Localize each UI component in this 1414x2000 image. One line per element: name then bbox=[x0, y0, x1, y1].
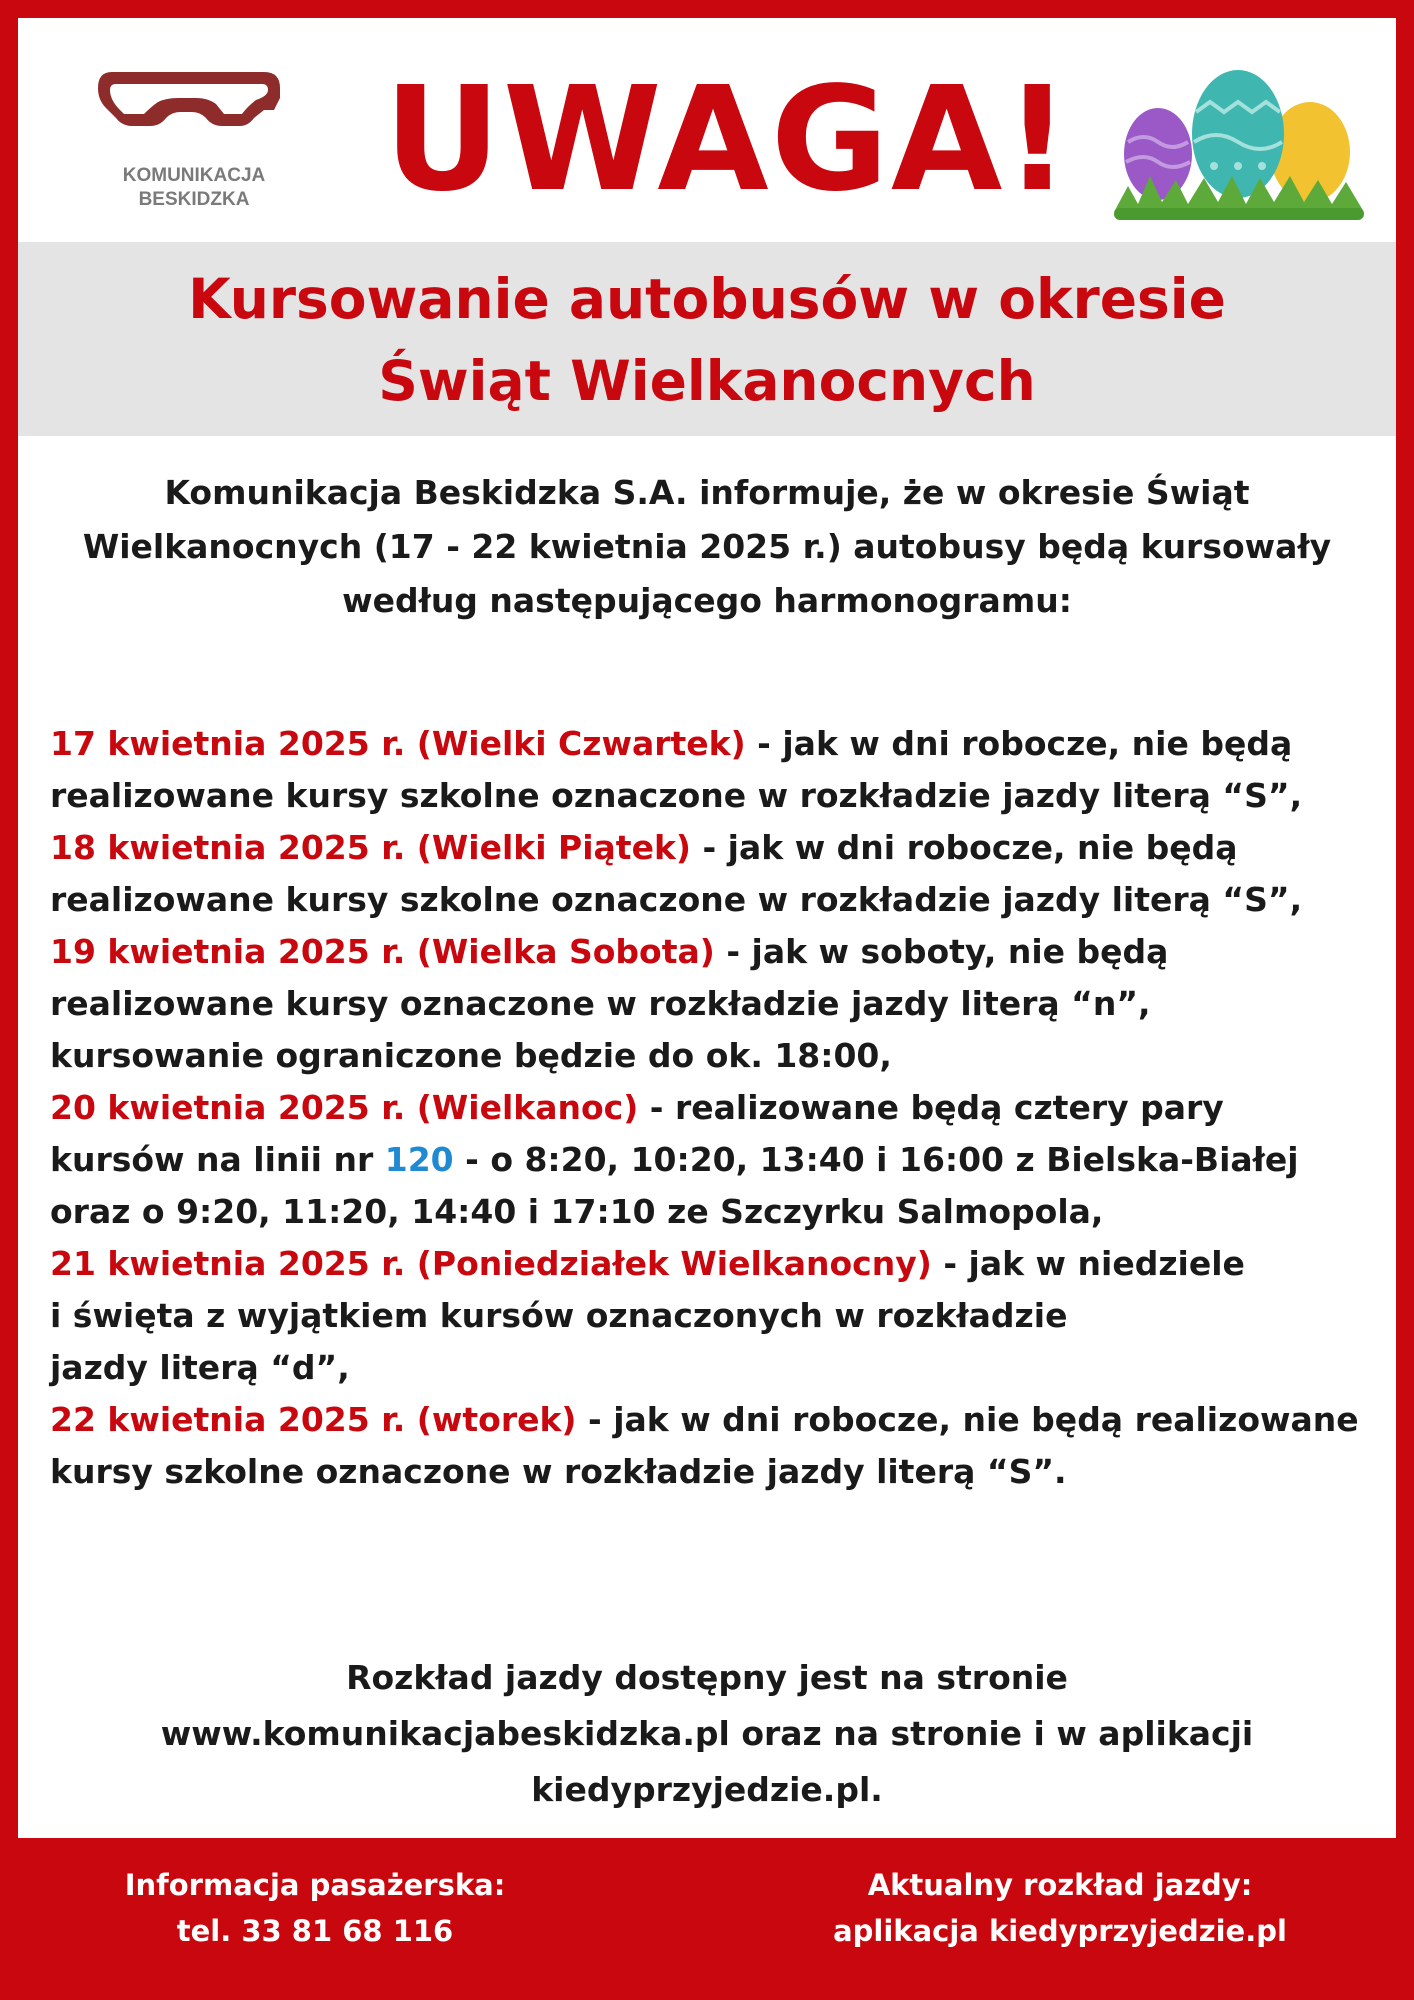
intro-paragraph bbox=[58, 466, 1356, 628]
line-number: 120 bbox=[384, 1140, 454, 1179]
timetable-line2: www.komunikacjabeskidzka.pl oraz na stronie i w aplikacji bbox=[160, 1714, 1254, 1753]
poster-frame bbox=[18, 18, 1396, 1838]
schedule-list bbox=[50, 718, 1390, 1498]
schedule-entry bbox=[50, 822, 1390, 926]
schedule-entry bbox=[50, 718, 1390, 822]
schedule-date: 22 kwietnia 2025 r. (wtorek) bbox=[50, 1400, 577, 1439]
logo-line1: KOMUNIKACJA bbox=[122, 165, 266, 186]
schedule-date: 20 kwietnia 2025 r. (Wielkanoc) bbox=[50, 1088, 639, 1127]
schedule-text: kursy szkolne oznaczone w rozkładzie jazdy literą “S”. bbox=[50, 1452, 1067, 1491]
schedule-date: 18 kwietnia 2025 r. (Wielki Piątek) bbox=[50, 828, 691, 867]
schedule-text: - jak w dni robocze, nie będą realizowane bbox=[576, 1400, 1359, 1439]
schedule-text: jazdy literą “d”, bbox=[50, 1348, 350, 1387]
schedule-entry bbox=[50, 1082, 1390, 1238]
passenger-info-label: Informacja pasażerska: bbox=[124, 1868, 506, 1902]
schedule-text: i święta z wyjątkiem kursów oznaczonych w rozkładzie bbox=[50, 1296, 1068, 1335]
logo-line2: BESKIDZKA bbox=[138, 189, 250, 210]
schedule-text: realizowane kursy oznaczone w rozkładzie jazdy literą “n”, bbox=[50, 984, 1151, 1023]
intro-line1: Komunikacja Beskidzka S.A. informuje, że w okresie Świąt bbox=[164, 473, 1250, 512]
schedule-text: - realizowane będą cztery pary bbox=[638, 1088, 1224, 1127]
page-title: UWAGA! bbox=[383, 55, 1073, 223]
schedule-date: 19 kwietnia 2025 r. (Wielka Sobota) bbox=[50, 932, 715, 971]
schedule-text: - jak w dni robocze, nie będą bbox=[691, 828, 1238, 867]
schedule-entry bbox=[50, 1238, 1390, 1394]
schedule-text: realizowane kursy szkolne oznaczone w rozkładzie jazdy literą “S”, bbox=[50, 776, 1303, 815]
schedule-text: oraz o 9:20, 11:20, 14:40 i 17:10 ze Szczyrku Salmopola, bbox=[50, 1192, 1104, 1231]
bottom-bar bbox=[0, 1838, 1414, 2000]
intro-line2: Wielkanocnych (17 - 22 kwietnia 2025 r.) autobusy będą kursowały bbox=[82, 527, 1332, 566]
schedule-entry bbox=[50, 1394, 1390, 1498]
passenger-info bbox=[70, 1862, 560, 1954]
schedule-date: 17 kwietnia 2025 r. (Wielki Czwartek) bbox=[50, 724, 746, 763]
headline-banner bbox=[18, 242, 1396, 436]
schedule-text: - jak w niedziele bbox=[931, 1244, 1245, 1283]
headline-line2: Świąt Wielkanocnych bbox=[378, 349, 1036, 413]
timetable-line3: kiedyprzyjedzie.pl. bbox=[531, 1770, 883, 1809]
timetable-line1: Rozkład jazdy dostępny jest na stronie bbox=[346, 1658, 1068, 1697]
schedule-text: - jak w dni robocze, nie będą bbox=[745, 724, 1293, 763]
bus-icon bbox=[94, 60, 294, 160]
schedule-date: 21 kwietnia 2025 r. (Poniedziałek Wielkanocny) bbox=[50, 1244, 932, 1283]
schedule-text: kursów na linii nr bbox=[50, 1140, 385, 1179]
schedule-text: - jak w soboty, nie będą bbox=[714, 932, 1169, 971]
timetable-info bbox=[58, 1650, 1356, 1818]
app-name: aplikacja kiedyprzyjedzie.pl bbox=[833, 1914, 1287, 1948]
schedule-text: kursowanie ograniczone będzie do ok. 18:00, bbox=[50, 1036, 892, 1075]
intro-line3: według następującego harmonogramu: bbox=[342, 581, 1072, 620]
current-timetable-label: Aktualny rozkład jazdy: bbox=[867, 1868, 1253, 1902]
current-timetable bbox=[770, 1862, 1350, 1954]
schedule-text: realizowane kursy szkolne oznaczone w rozkładzie jazdy literą “S”, bbox=[50, 880, 1303, 919]
schedule-entry bbox=[50, 926, 1390, 1082]
headline-line1: Kursowanie autobusów w okresie bbox=[188, 267, 1226, 331]
header bbox=[18, 18, 1396, 242]
passenger-phone: tel. 33 81 68 116 bbox=[176, 1914, 454, 1948]
logo-text bbox=[94, 164, 294, 212]
easter-eggs-icon bbox=[1114, 62, 1364, 222]
company-logo bbox=[94, 60, 294, 220]
schedule-text: - o 8:20, 10:20, 13:40 i 16:00 z Bielska-Białej bbox=[453, 1140, 1299, 1179]
